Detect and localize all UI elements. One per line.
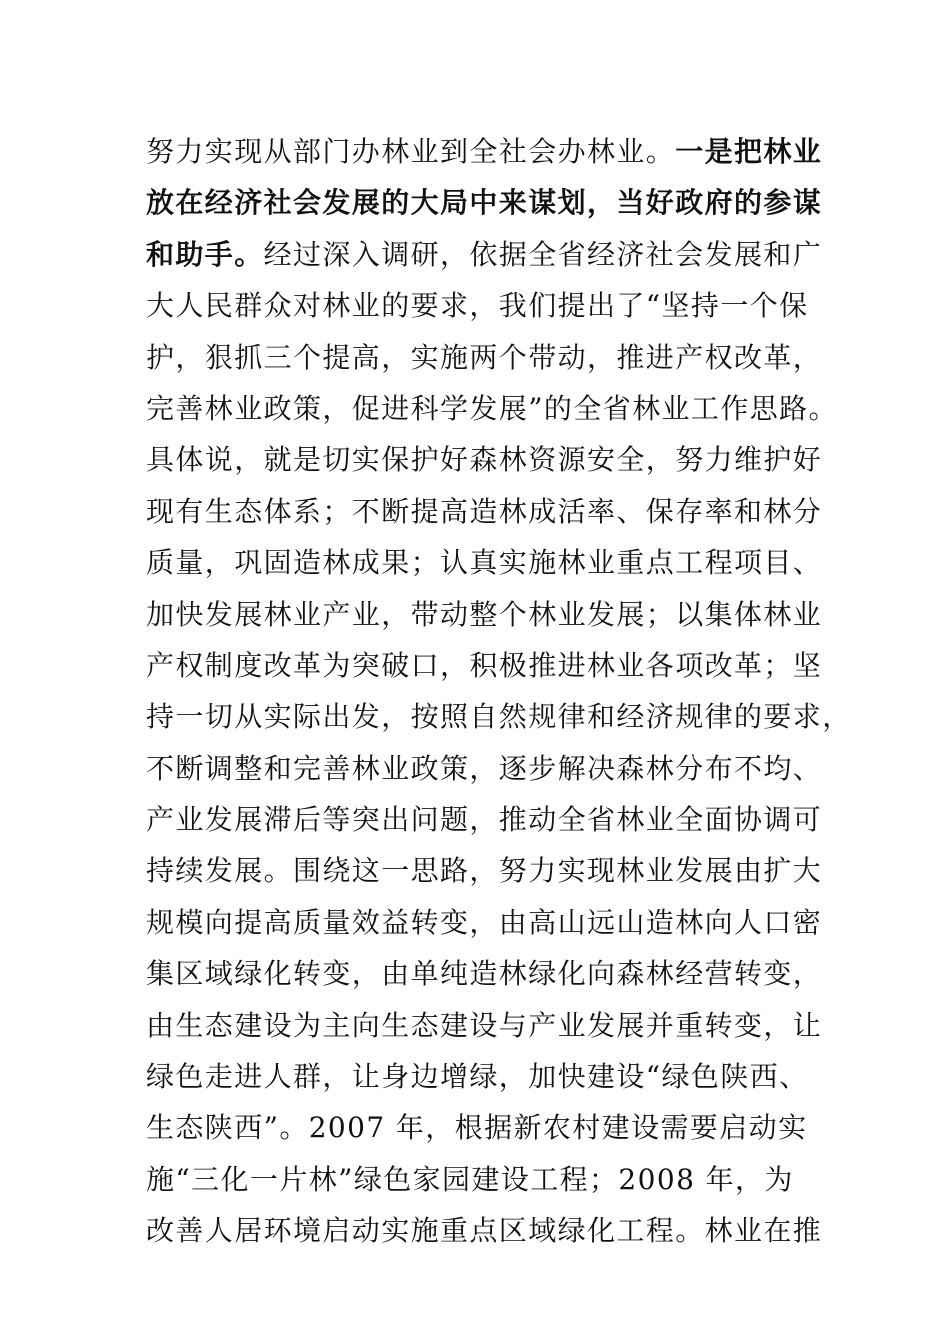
text-run: 持续发展。围绕这一思路，努力实现林业发展由扩大: [146, 854, 823, 888]
text-run: 改善人居环境启动实施重点区域绿化工程。林业在推: [146, 1214, 823, 1248]
text-line-10: [146, 589, 826, 640]
text-line-7: [146, 434, 826, 485]
text-line-13: [146, 743, 826, 794]
text-line-12: [146, 691, 852, 742]
text-line-8: [146, 486, 826, 537]
text-run: 不断调整和完善林业政策，逐步解决森林分布不均、: [146, 751, 823, 785]
bold-text-run: 一是把林业: [675, 135, 823, 168]
text-line-18: [146, 1000, 826, 1051]
text-run: 努力实现从部门办林业到全社会办林业。: [146, 135, 676, 168]
text-line-16: [146, 897, 826, 948]
text-line-15: [146, 845, 826, 896]
text-line-5: [146, 332, 826, 383]
text-run: 施“三化一片林”绿色家园建设工程；2008 年，为: [146, 1162, 794, 1196]
text-line-17: [146, 948, 826, 999]
text-run: 经过深入调研，依据全省经济社会发展和广: [263, 237, 823, 271]
text-run: 集区域绿化转变，由单纯造林绿化向森林经营转变，: [146, 957, 823, 991]
text-run: 由生态建设为主向生态建设与产业发展并重转变，让: [146, 1008, 823, 1042]
bold-text-run: 和助手。: [146, 237, 264, 271]
text-run: 产业发展滞后等突出问题，推动全省林业全面协调可: [146, 803, 823, 837]
text-line-11: [146, 640, 826, 691]
text-line-2: [146, 177, 826, 228]
text-line-22: [146, 1205, 826, 1256]
bold-text-run: 放在经济社会发展的大局中来谋划，当好政府的参谋: [146, 186, 823, 220]
text-line-9: [146, 537, 826, 588]
text-line-14: [146, 794, 826, 845]
text-run: 护，狠抓三个提高，实施两个带动，推进产权改革，: [146, 340, 823, 374]
text-line-20: [146, 1102, 826, 1153]
text-run: 加快发展林业产业，带动整个林业发展；以集体林业: [146, 597, 823, 631]
text-line-1: [146, 126, 826, 177]
text-run: 持一切从实际出发，按照自然规律和经济规律的要求，: [146, 700, 852, 734]
text-line-19: [146, 1051, 826, 1102]
text-run: 绿色走进人群，让身边增绿，加快建设“绿色陕西、: [146, 1060, 809, 1094]
body-paragraph: [146, 126, 852, 1257]
text-run: 完善林业政策，促进科学发展”的全省林业工作思路。: [146, 391, 838, 425]
text-line-21: [146, 1154, 826, 1205]
text-line-6: [146, 383, 838, 434]
text-run: 规模向提高质量效益转变，由高山远山造林向人口密: [146, 905, 823, 939]
text-run: 生态陕西”。2007 年，根据新农村建设需要启动实: [146, 1111, 808, 1145]
text-line-4: [146, 280, 826, 331]
text-run: 大人民群众对林业的要求，我们提出了“坚持一个保: [146, 289, 809, 323]
text-run: 质量，巩固造林成果；认真实施林业重点工程项目、: [146, 546, 823, 580]
text-run: 现有生态体系；不断提高造林成活率、保存率和林分: [146, 494, 823, 528]
text-line-3: [146, 229, 826, 280]
text-run: 产权制度改革为突破口，积极推进林业各项改革；坚: [146, 648, 823, 682]
text-run: 具体说，就是切实保护好森林资源安全，努力维护好: [146, 443, 823, 477]
